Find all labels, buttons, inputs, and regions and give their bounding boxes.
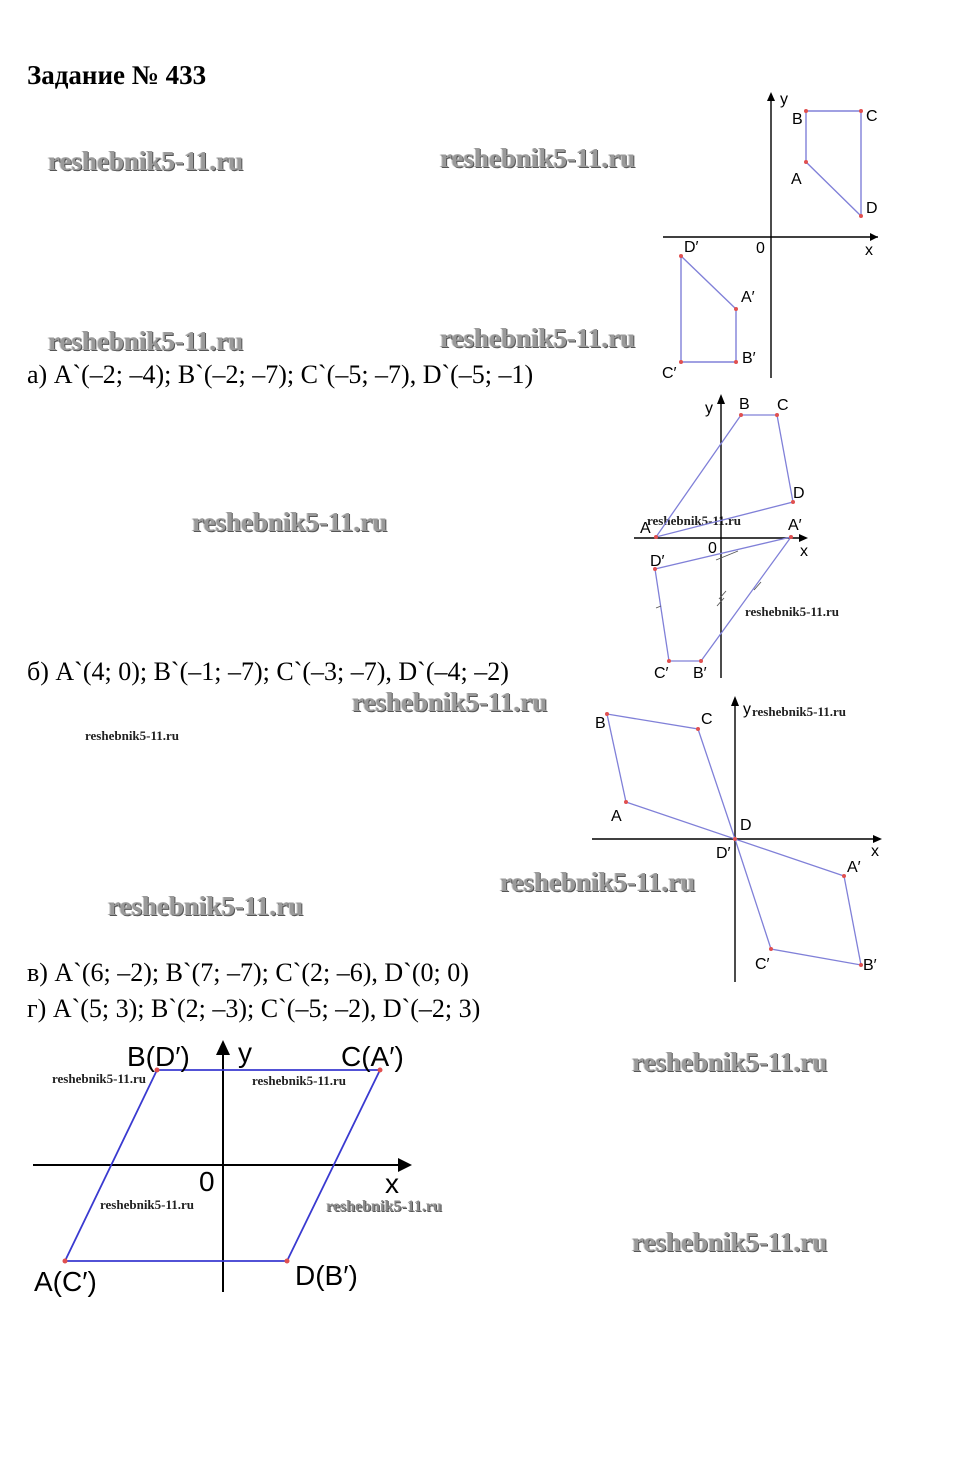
svg-text:C(A′): C(A′) [341, 1041, 404, 1072]
watermark: reshebnik5-11.ru [48, 146, 244, 176]
svg-text:C′: C′ [755, 956, 770, 973]
watermark: reshebnik5-11.ru [647, 513, 742, 528]
svg-text:C: C [701, 711, 713, 728]
watermark: reshebnik5-11.ru [252, 1073, 347, 1088]
watermark: reshebnik5-11.ru [632, 1047, 828, 1077]
svg-text:A′: A′ [788, 517, 802, 534]
svg-text:A: A [611, 808, 622, 825]
fig4-label-origin: 0 [199, 1166, 215, 1197]
watermark: reshebnik5-11.ru [440, 143, 636, 173]
watermark: reshebnik5-11.ru [500, 867, 696, 897]
fig4-label-y: y [238, 1037, 252, 1068]
svg-text:x: x [800, 543, 808, 560]
svg-text:C: C [866, 108, 878, 125]
watermark: reshebnik5-11.ru [48, 326, 244, 356]
svg-text:B′: B′ [693, 665, 707, 682]
svg-text:D′: D′ [650, 553, 665, 570]
svg-text:A: A [791, 171, 802, 188]
answer-g: г) A`(5; 3); B`(2; –3); C`(–5; –2), D`(–2; 3) [27, 994, 481, 1023]
svg-text:A′: A′ [741, 289, 755, 306]
svg-text:x: x [871, 843, 879, 860]
svg-text:B(D′): B(D′) [127, 1041, 190, 1072]
svg-text:B′: B′ [742, 350, 756, 367]
svg-text:D(B′): D(B′) [295, 1260, 358, 1291]
svg-text:D: D [866, 200, 878, 217]
svg-text:D: D [740, 817, 752, 834]
svg-text:0: 0 [708, 540, 717, 557]
fig4-label-x: x [385, 1168, 399, 1199]
answer-a: а) A`(–2; –4); B`(–2; –7); C`(–5; –7), D`(–5; –1) [27, 360, 534, 389]
answer-b: б) A`(4; 0); B`(–1; –7); C`(–3; –7), D`(–4; –2) [27, 657, 509, 686]
watermark: reshebnik5-11.ru [52, 1071, 147, 1086]
svg-text:y: y [705, 400, 713, 417]
svg-text:B: B [739, 396, 750, 413]
answer-v: в) A`(6; –2); B`(7; –7); C`(2; –6), D`(0; 0) [27, 958, 469, 987]
svg-text:B: B [595, 715, 606, 732]
watermark: reshebnik5-11.ru [752, 704, 847, 719]
fig1-label-y: y [780, 91, 788, 108]
fig1-label-x: x [865, 242, 873, 259]
watermark: reshebnik5-11.ru [326, 1198, 442, 1215]
svg-text:B: B [792, 111, 803, 128]
watermark: reshebnik5-11.ru [632, 1227, 828, 1257]
svg-text:D: D [793, 485, 805, 502]
svg-text:y: y [743, 701, 751, 718]
task-title: Задание № 433 [27, 60, 207, 90]
watermark: reshebnik5-11.ru [85, 728, 180, 743]
watermark: reshebnik5-11.ru [192, 507, 388, 537]
svg-text:A: A [640, 520, 651, 537]
svg-text:C′: C′ [654, 665, 669, 682]
watermark: reshebnik5-11.ru [108, 891, 304, 921]
svg-text:C: C [777, 397, 789, 414]
svg-text:A′: A′ [847, 859, 861, 876]
svg-text:B′: B′ [863, 957, 877, 974]
watermark: reshebnik5-11.ru [352, 687, 548, 717]
svg-text:A(C′): A(C′) [34, 1266, 97, 1297]
svg-text:C′: C′ [662, 365, 677, 382]
svg-text:D′: D′ [716, 845, 731, 862]
svg-text:D′: D′ [684, 239, 699, 256]
fig1-label-origin: 0 [756, 240, 765, 257]
watermark: reshebnik5-11.ru [100, 1197, 195, 1212]
watermark: reshebnik5-11.ru [745, 604, 840, 619]
watermark: reshebnik5-11.ru [440, 323, 636, 353]
